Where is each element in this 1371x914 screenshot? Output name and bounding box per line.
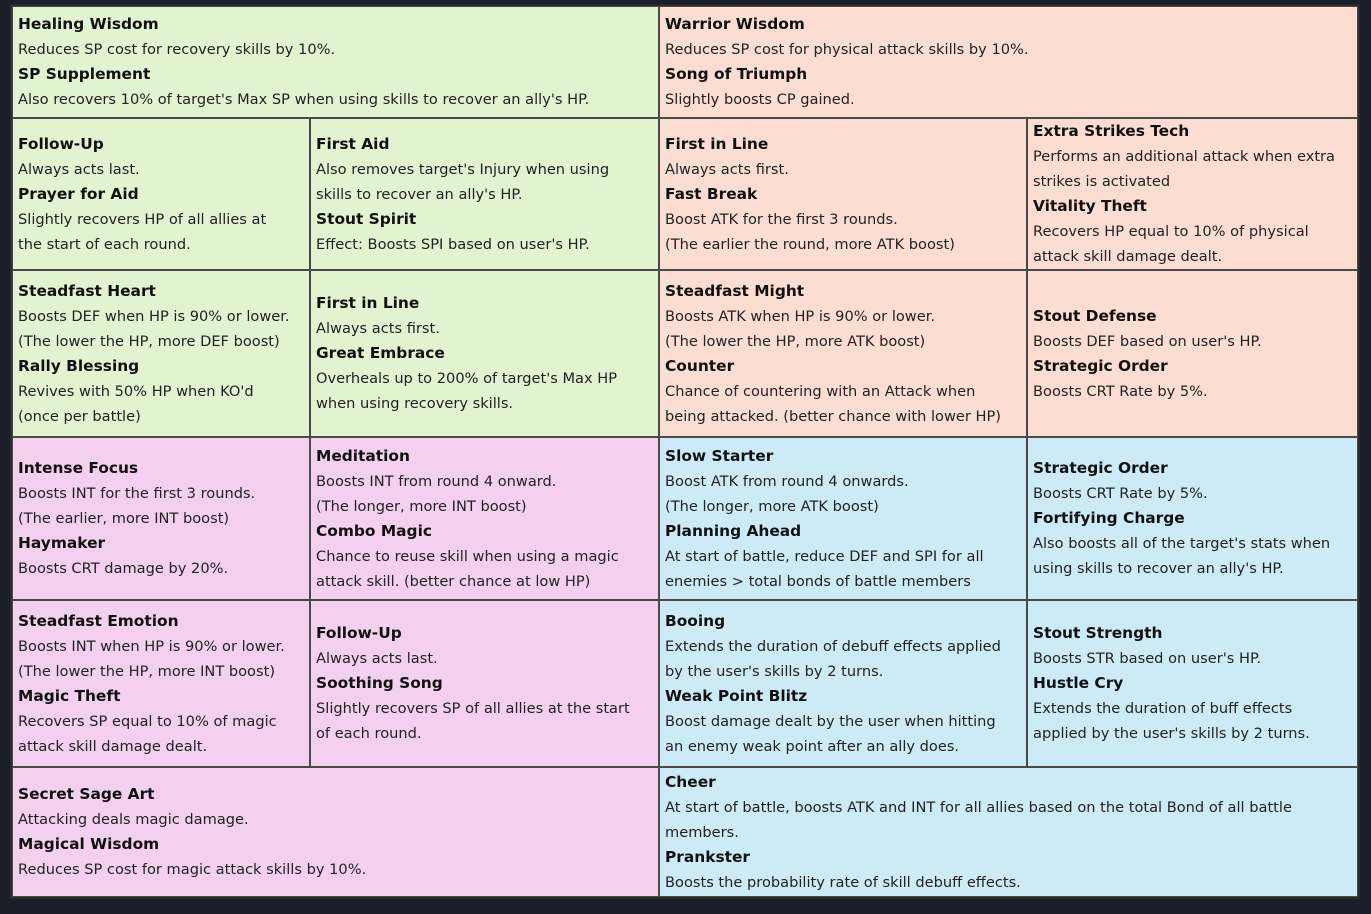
skill-name: Great Embrace (316, 344, 445, 362)
skill-description: Chance to reuse skill when using a magic attack skill. (better chance at low HP) (316, 547, 619, 590)
booing-blitz-cell (659, 600, 1027, 767)
skill-name: Warrior Wisdom (665, 15, 805, 33)
skill-description: Effect: Boosts SPI based on user's HP. (316, 235, 590, 253)
skill-name: Magic Theft (18, 686, 121, 705)
skill-description: Always acts last. (18, 160, 140, 178)
skill-description: Boosts INT from round 4 onward. (The longer, more INT boost) (316, 472, 557, 515)
skill-description: Boosts CRT damage by 20%. (18, 560, 229, 577)
skill-description: Reduces SP cost for recovery skills by 10%. (18, 41, 336, 58)
skill-name: Strategic Order (1033, 459, 1168, 477)
skill-name: First in Line (665, 134, 769, 153)
skill-description: Slightly recovers HP of all allies at the start of each round. (18, 210, 267, 253)
skill-description: Reduces SP cost for magic attack skills by 10%. (18, 861, 367, 878)
skill-description: Extends the duration of debuff effects applied by the user's skills by 2 turns. (665, 637, 1001, 680)
skill-name: Counter (665, 356, 735, 375)
skill-description: Boosts ATK when HP is 90% or lower. (The lower the HP, more ATK boost) (665, 307, 936, 350)
firstline-fastbreak-cell (659, 118, 1027, 270)
skill-description: Always acts first. (665, 160, 789, 178)
skill-name: Prankster (665, 847, 750, 866)
skill-description: Slightly recovers SP of all allies at the start of each round. (316, 700, 630, 742)
skill-name: Weak Point Blitz (665, 686, 808, 705)
skill-description: Boosts DEF based on user's HP. (1033, 332, 1262, 350)
skill-name: Stout Defense (1033, 306, 1157, 325)
skill-name: Intense Focus (18, 459, 139, 477)
skill-description: Boost damage dealt by the user when hitting an enemy weak point after an ally does. (665, 712, 996, 755)
skill-name: Fortifying Charge (1033, 509, 1185, 527)
skill-description: Reduces SP cost for physical attack skills by 10%. (665, 41, 1029, 58)
skill-description: Always acts first. (316, 320, 440, 337)
skill-name: Healing Wisdom (18, 15, 159, 33)
skill-description: Also recovers 10% of target's Max SP when using skills to recover an ally's HP. (18, 91, 590, 108)
skill-description: Extends the duration of buff effects applied by the user's skills by 2 turns. (1033, 700, 1310, 742)
skill-description: Boosts INT when HP is 90% or lower. (The lower the HP, more INT boost) (18, 637, 285, 680)
focus-haymaker-cell (12, 437, 310, 600)
sage-magical-cell (12, 767, 659, 897)
skill-description: Boosts the probability rate of skill debuff effects. (665, 873, 1021, 891)
skill-name: Hustle Cry (1033, 674, 1124, 692)
skill-description: Attacking deals magic damage. (18, 811, 249, 828)
skill-name: Stout Spirit (316, 209, 417, 228)
skill-description: At start of battle, boosts ATK and INT for all allies based on the total Bond of all battle members. (665, 798, 1292, 841)
slow-planning-cell (659, 437, 1027, 600)
skill-name: Slow Starter (665, 446, 774, 465)
skill-name: Follow-Up (316, 624, 402, 642)
skill-name: Vitality Theft (1033, 197, 1147, 215)
skill-description: Recovers HP equal to 10% of physical attack skill damage dealt. (1033, 223, 1309, 265)
skill-name: Strategic Order (1033, 356, 1168, 375)
skill-description: Performs an additional attack when extra strikes is activated (1033, 148, 1335, 190)
skill-description: Revives with 50% HP when KO'd (once per battle) (18, 382, 254, 425)
skill-name: Extra Strikes Tech (1033, 122, 1190, 140)
followup-soothing-cell (310, 600, 659, 767)
skill-name: Fast Break (665, 184, 758, 203)
skill-description: Also removes target's Injury when using skills to recover an ally's HP. (316, 160, 610, 203)
skill-name: Prayer for Aid (18, 184, 139, 203)
skill-name: First Aid (316, 134, 390, 153)
skill-description: Boosts INT for the first 3 rounds. (The earlier, more INT boost) (18, 485, 256, 527)
skill-name: SP Supplement (18, 65, 151, 83)
cheer-prankster-cell (659, 767, 1358, 897)
meditation-combo-cell (310, 437, 659, 600)
skill-description: Boost ATK from round 4 onwards. (The longer, more ATK boost) (665, 472, 909, 515)
skill-description: Boosts STR based on user's HP. (1033, 650, 1262, 667)
skill-description: Boost ATK for the first 3 rounds. (The earlier the round, more ATK boost) (665, 210, 955, 253)
skill-name: Cheer (665, 772, 716, 791)
skill-name: Soothing Song (316, 674, 443, 692)
skill-description: Slightly boosts CP gained. (665, 91, 855, 108)
skill-name: Meditation (316, 446, 410, 465)
skill-name: First in Line (316, 294, 420, 312)
firstaid-stout-cell (310, 118, 659, 270)
skill-name: Rally Blessing (18, 356, 140, 375)
skill-name: Follow-Up (18, 134, 104, 153)
skill-name: Steadfast Heart (18, 281, 156, 300)
skill-description: At start of battle, reduce DEF and SPI for all enemies > total bonds of battle members (665, 547, 984, 590)
skill-name: Secret Sage Art (18, 785, 155, 803)
skill-description: Chance of countering with an Attack when being attacked. (better chance with lower HP) (665, 382, 1001, 425)
steadfast-rally-cell (12, 270, 310, 437)
skill-description: Recovers SP equal to 10% of magic attack skill damage dealt. (18, 712, 277, 755)
skill-description: Boosts CRT Rate by 5%. (1033, 382, 1208, 400)
skill-name: Combo Magic (316, 521, 432, 540)
might-counter-cell (659, 270, 1027, 437)
skill-name: Steadfast Emotion (18, 611, 179, 630)
skill-description: Overheals up to 200% of target's Max HP when using recovery skills. (316, 370, 618, 412)
skill-name: Booing (665, 611, 726, 630)
strength-hustle-cell (1027, 600, 1358, 767)
warrior-song-cell (659, 6, 1358, 118)
extra-vitality-cell (1027, 118, 1358, 270)
strategic-fortify-cell (1027, 437, 1358, 600)
healing-sp-cell (12, 6, 659, 118)
skill-description: Boosts CRT Rate by 5%. (1033, 485, 1208, 502)
skill-description: Boosts DEF when HP is 90% or lower. (The lower the HP, more DEF boost) (18, 307, 290, 350)
firstline-embrace-cell (310, 270, 659, 437)
skill-name: Stout Strength (1033, 624, 1163, 642)
skill-description: Also boosts all of the target's stats when using skills to recover an ally's HP. (1033, 535, 1331, 577)
skill-name: Haymaker (18, 534, 106, 552)
skill-name: Steadfast Might (665, 281, 805, 300)
skill-name: Song of Triumph (665, 65, 808, 83)
skills-table (10, 4, 1360, 899)
emotion-magictheft-cell (12, 600, 310, 767)
skill-name: Planning Ahead (665, 521, 802, 540)
skill-name: Magical Wisdom (18, 835, 160, 853)
followup-prayer-cell (12, 118, 310, 270)
skill-description: Always acts last. (316, 650, 438, 667)
defense-strategic-cell (1027, 270, 1358, 437)
